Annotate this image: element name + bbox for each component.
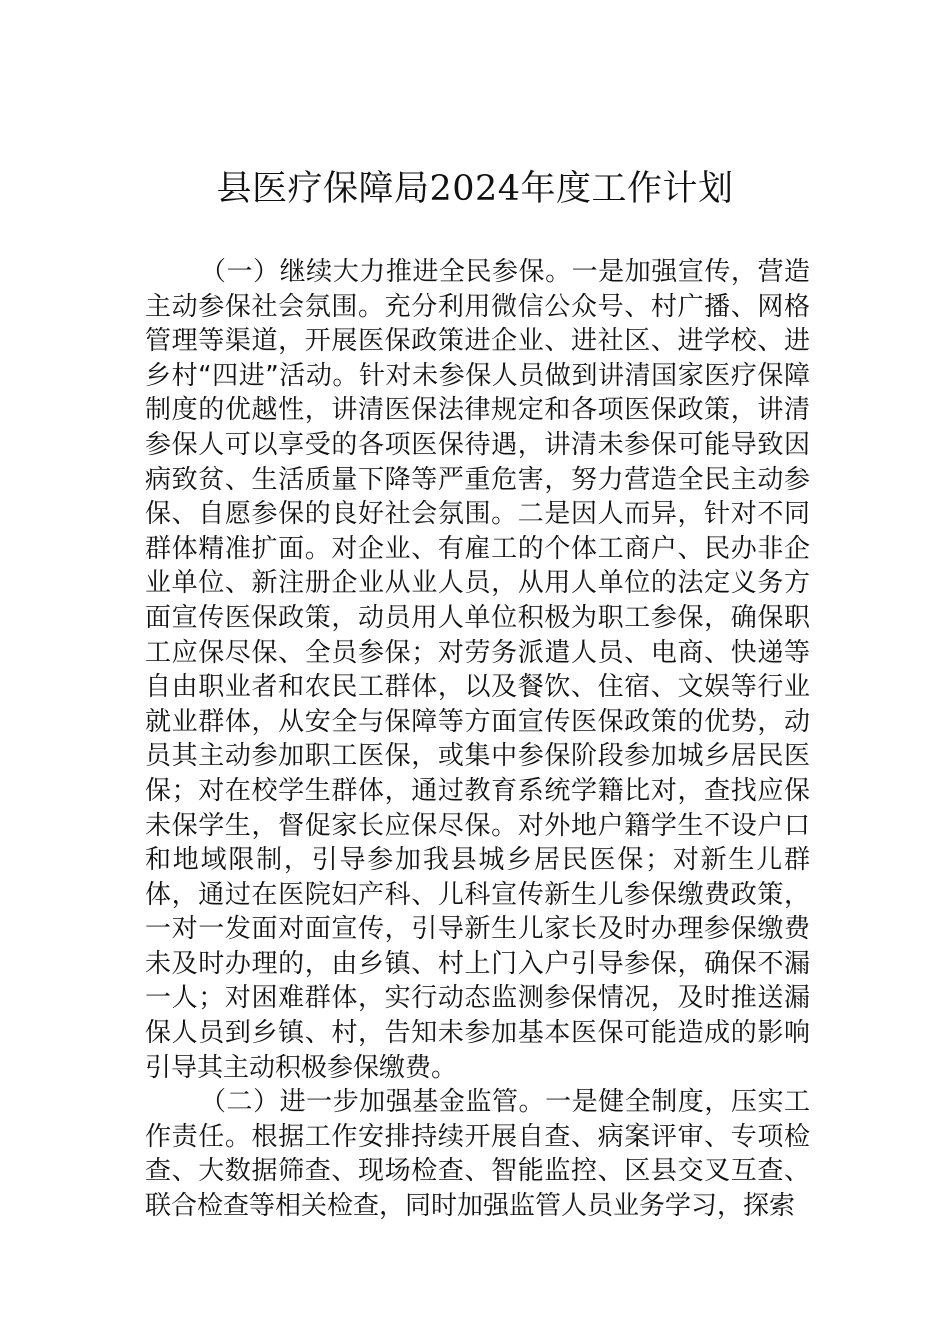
paragraph-2: （二）进一步加强基金监管。一是健全制度，压实工作责任。根据工作安排持续开展自查、病案评审、专项检查、大数据筛查、现场检查、智能监控、区县交叉互查、联合检查等相关检查，同时加强监管人员业务学习，探索 [145, 1087, 810, 1222]
document-title: 县医疗保障局2024年度工作计划 [216, 169, 734, 209]
paragraph-1: （一）继续大力推进全民参保。一是加强宣传，营造主动参保社会氛围。充分利用微信公众号、村广播、网格管理等渠道，开展医保政策进企业、进社区、进学校、进乡村“四进”活动。针对未参保人员做到讲清国家医疗保障制度的优越性，讲清医保法律规定和各项医保政策，讲清参保人可以享受的各项医保待遇，讲清未参保可能导致因病致贫、生活质量下降等严重危害，努力营造全民主动参保、自愿参保的良好社会氛围。二是因人而异，针对不同群体精准扩面。对企业、有雇工的个体工商户、民办非企业单位、新注册企业从业人员，从用人单位的法定义务方面宣传医保政策，动员用人单位积极为职工参保，确保职工应保尽保、全员参保；对劳务派遣人员、电商、快递等自由职业者和农民工群体，以及餐饮、住宿、文娱等行业就业群体，从安全与保障等方面宣传医保政策的优势，动员其主动参加职工医保，或集中参保阶段参加城乡居民医保；对在校学生群体，通过教育系统学籍比对，查找应保未保学生，督促家长应保尽保。对外地户籍学生不设户口和地域限制，引导参加我县城乡居民医保；对新生儿群体，通过在医院妇产科、儿科宣传新生儿参保缴费政策，一对一发面对面宣传，引导新生儿家长及时办理参保缴费未及时办理的，由乡镇、村上门入户引导参保，确保不漏一人；对困难群体，实行动态监测参保情况，及时推送漏保人员到乡镇、村，告知未参加基本医保可能造成的影响引导其主动积极参保缴费。 [145, 257, 810, 1083]
document-body [145, 255, 810, 1224]
